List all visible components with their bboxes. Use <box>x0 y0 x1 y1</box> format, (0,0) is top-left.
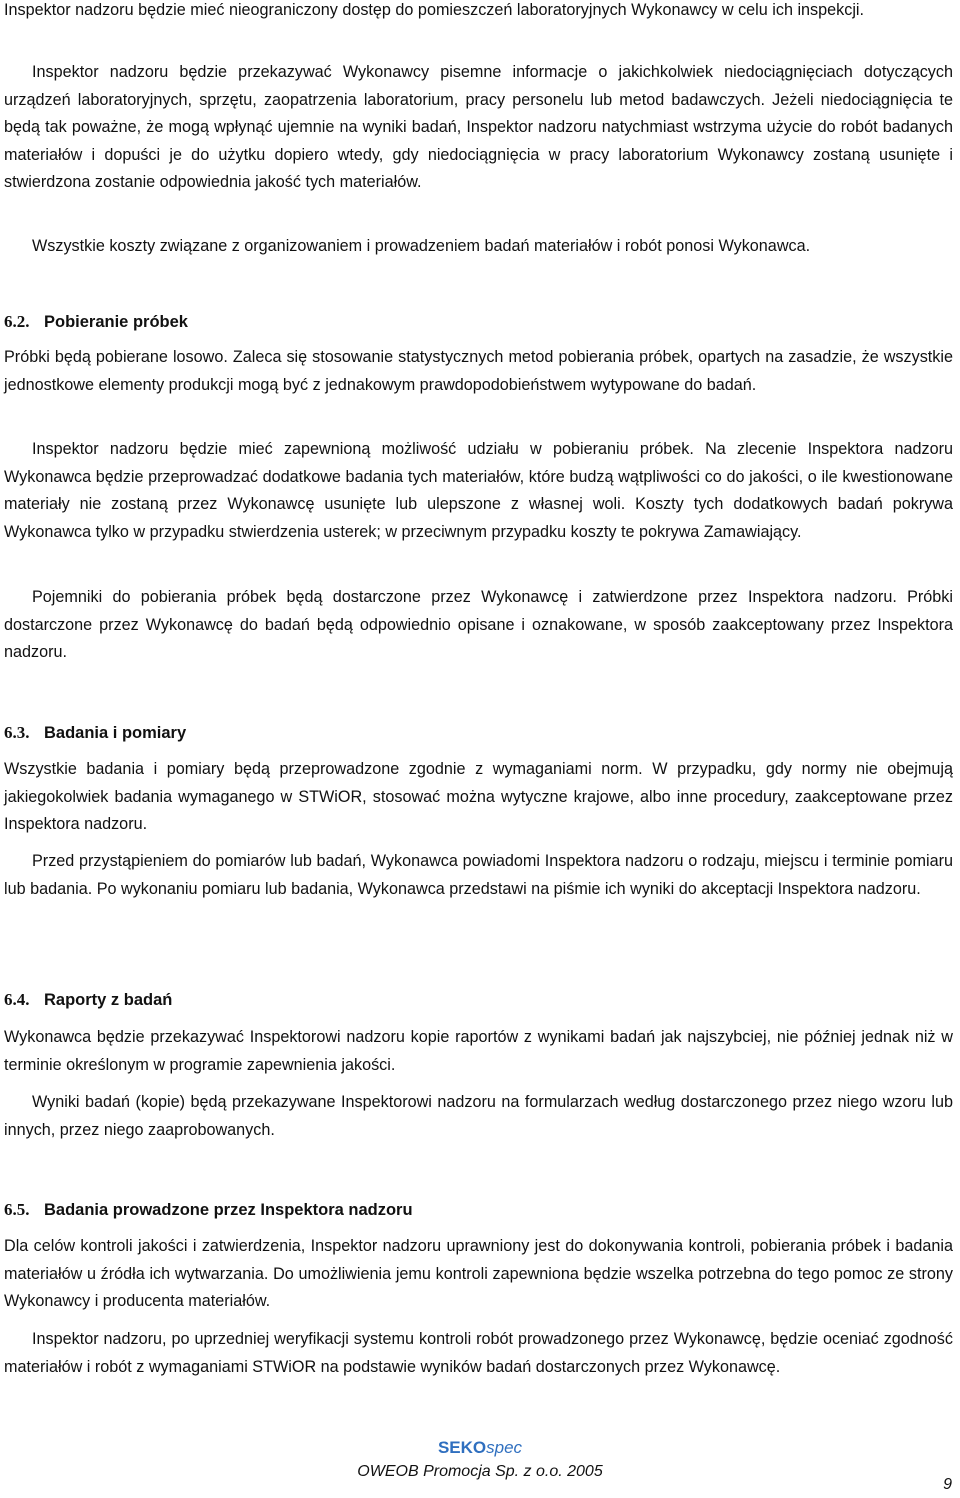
section-heading-6-3 <box>4 721 186 745</box>
section-heading-6-4 <box>4 988 172 1012</box>
paragraph-random-sampling: Próbki będą pobierane losowo. Zaleca się stosowanie statystycznych metod pobierania próbek, opartych na zasadzie, że wszystkie jednostkowe elementy produkcji mogą być z jednakowym prawdopodobieństwem wytypowane do badań. <box>4 348 953 394</box>
section-title: Badania prowadzone przez Inspektora nadzoru <box>44 1201 413 1219</box>
section-title: Raporty z badań <box>44 991 173 1009</box>
paragraph-inspector-assessment: Inspektor nadzoru, po uprzedniej weryfikacji systemu kontroli robót prowadzonego przez Wykonawcę, będzie oceniać zgodność materiałów i robót z wymaganiami STWiOR na podstawie wyników badań dostarczonych przez Wykonawcę. <box>4 1330 953 1376</box>
paragraph-sample-containers: Pojemniki do pobierania próbek będą dostarczone przez Wykonawcę i zatwierdzone przez Inspektora nadzoru. Próbki dostarczone przez Wykonawcę do badań będą odpowiednio opisane i oznakowane, w sposób zaakceptowany przez Inspektora nadzoru. <box>4 588 953 661</box>
page-number: 9 <box>943 1476 952 1493</box>
footer-organization: OWEOB Promocja Sp. z o.o. 2005 <box>357 1463 603 1480</box>
paragraph-report-forms: Wyniki badań (kopie) będą przekazywane Inspektorowi nadzoru na formularzach według dostarczonego przez niego wzoru lub innych, przez niego zaaprobowanych. <box>4 1093 953 1139</box>
paragraph-lab-access: Inspektor nadzoru będzie mieć nieograniczony dostęp do pomieszczeń laboratoryjnych Wykonawcy w celu ich inspekcji. <box>4 1 865 19</box>
paragraph-lab-deficiencies: Inspektor nadzoru będzie przekazywać Wykonawcy pisemne informacje o jakichkolwiek niedociągnięciach dotyczących urządzeń laboratoryjnych, sprzętu, zaopatrzenia laboratorium, pracy personelu lub metod badawczych. Jeżeli niedociągnięcia te będą tak poważne, że mogą wpłynąć ujemnie na wyniki badań, Inspektor nadzoru natychmiast wstrzyma użycie do robót badanych materiałów i dopuści je do użytku dopiero wtedy, gdy niedociągnięcia w pracy laboratorium Wykonawcy zostaną usunięte i stwierdzona zostanie odpowiednia jakość tych materiałów. <box>4 63 953 191</box>
footer-brand-logo <box>0 1438 960 1458</box>
paragraph-norms: Wszystkie badania i pomiary będą przeprowadzone zgodnie z wymaganiami norm. W przypadku, gdy normy nie obejmują jakiegokolwiek badania wymaganego w STWiOR, stosować można wytyczne krajowe, albo inne procedury, zaakceptowane przez Inspektora nadzoru. <box>4 760 953 833</box>
section-heading-6-2 <box>4 310 188 334</box>
section-heading-6-5 <box>4 1198 413 1222</box>
paragraph-report-copies: Wykonawca będzie przekazywać Inspektorowi nadzoru kopie raportów z wynikami badań jak najszybciej, nie później jednak niż w terminie określonym w programie zapewnienia jakości. <box>4 1028 953 1074</box>
section-title: Pobieranie próbek <box>44 313 188 331</box>
section-number: 6.5. <box>4 1200 30 1219</box>
paragraph-measurement-notice: Przed przystąpieniem do pomiarów lub badań, Wykonawca powiadomi Inspektora nadzoru o rodzaju, miejscu i terminie pomiaru lub badania. Po wykonaniu pomiaru lub badania, Wykonawca przedstawi na piśmie ich wyniki do akceptacji Inspektora nadzoru. <box>4 852 953 898</box>
paragraph-costs: Wszystkie koszty związane z organizowaniem i prowadzeniem badań materiałów i robót ponosi Wykonawca. <box>32 237 811 255</box>
section-title: Badania i pomiary <box>44 724 187 742</box>
brand-bold-text: SEKO <box>437 1438 487 1457</box>
section-number: 6.3. <box>4 723 30 742</box>
paragraph-additional-tests: Inspektor nadzoru będzie mieć zapewnioną możliwość udziału w pobieraniu próbek. Na zlecenie Inspektora nadzoru Wykonawca będzie przeprowadzać dodatkowe badania tych materiałów, które budzą wątpliwości co do jakości, o ile kwestionowane materiały nie zostaną przez Wykonawcę usunięte lub ulepszone z własnej woli. Koszty tych dodatkowych badań pokrywa Wykonawca tylko w przypadku stwierdzenia usterek; w przeciwnym przypadku koszty te pokrywa Zamawiający. <box>4 440 953 541</box>
paragraph-inspector-control: Dla celów kontroli jakości i zatwierdzenia, Inspektor nadzoru uprawniony jest do dokonywania kontroli, pobierania próbek i badania materiałów u źródła ich wytwarzania. Do umożliwienia jemu kontroli zapewniona będzie wszelka potrzebna do tego pomoc ze strony Wykonawcy i producenta materiałów. <box>4 1237 953 1310</box>
brand-italic-text: spec <box>486 1438 523 1457</box>
section-number: 6.2. <box>4 312 30 331</box>
section-number: 6.4. <box>4 990 30 1009</box>
